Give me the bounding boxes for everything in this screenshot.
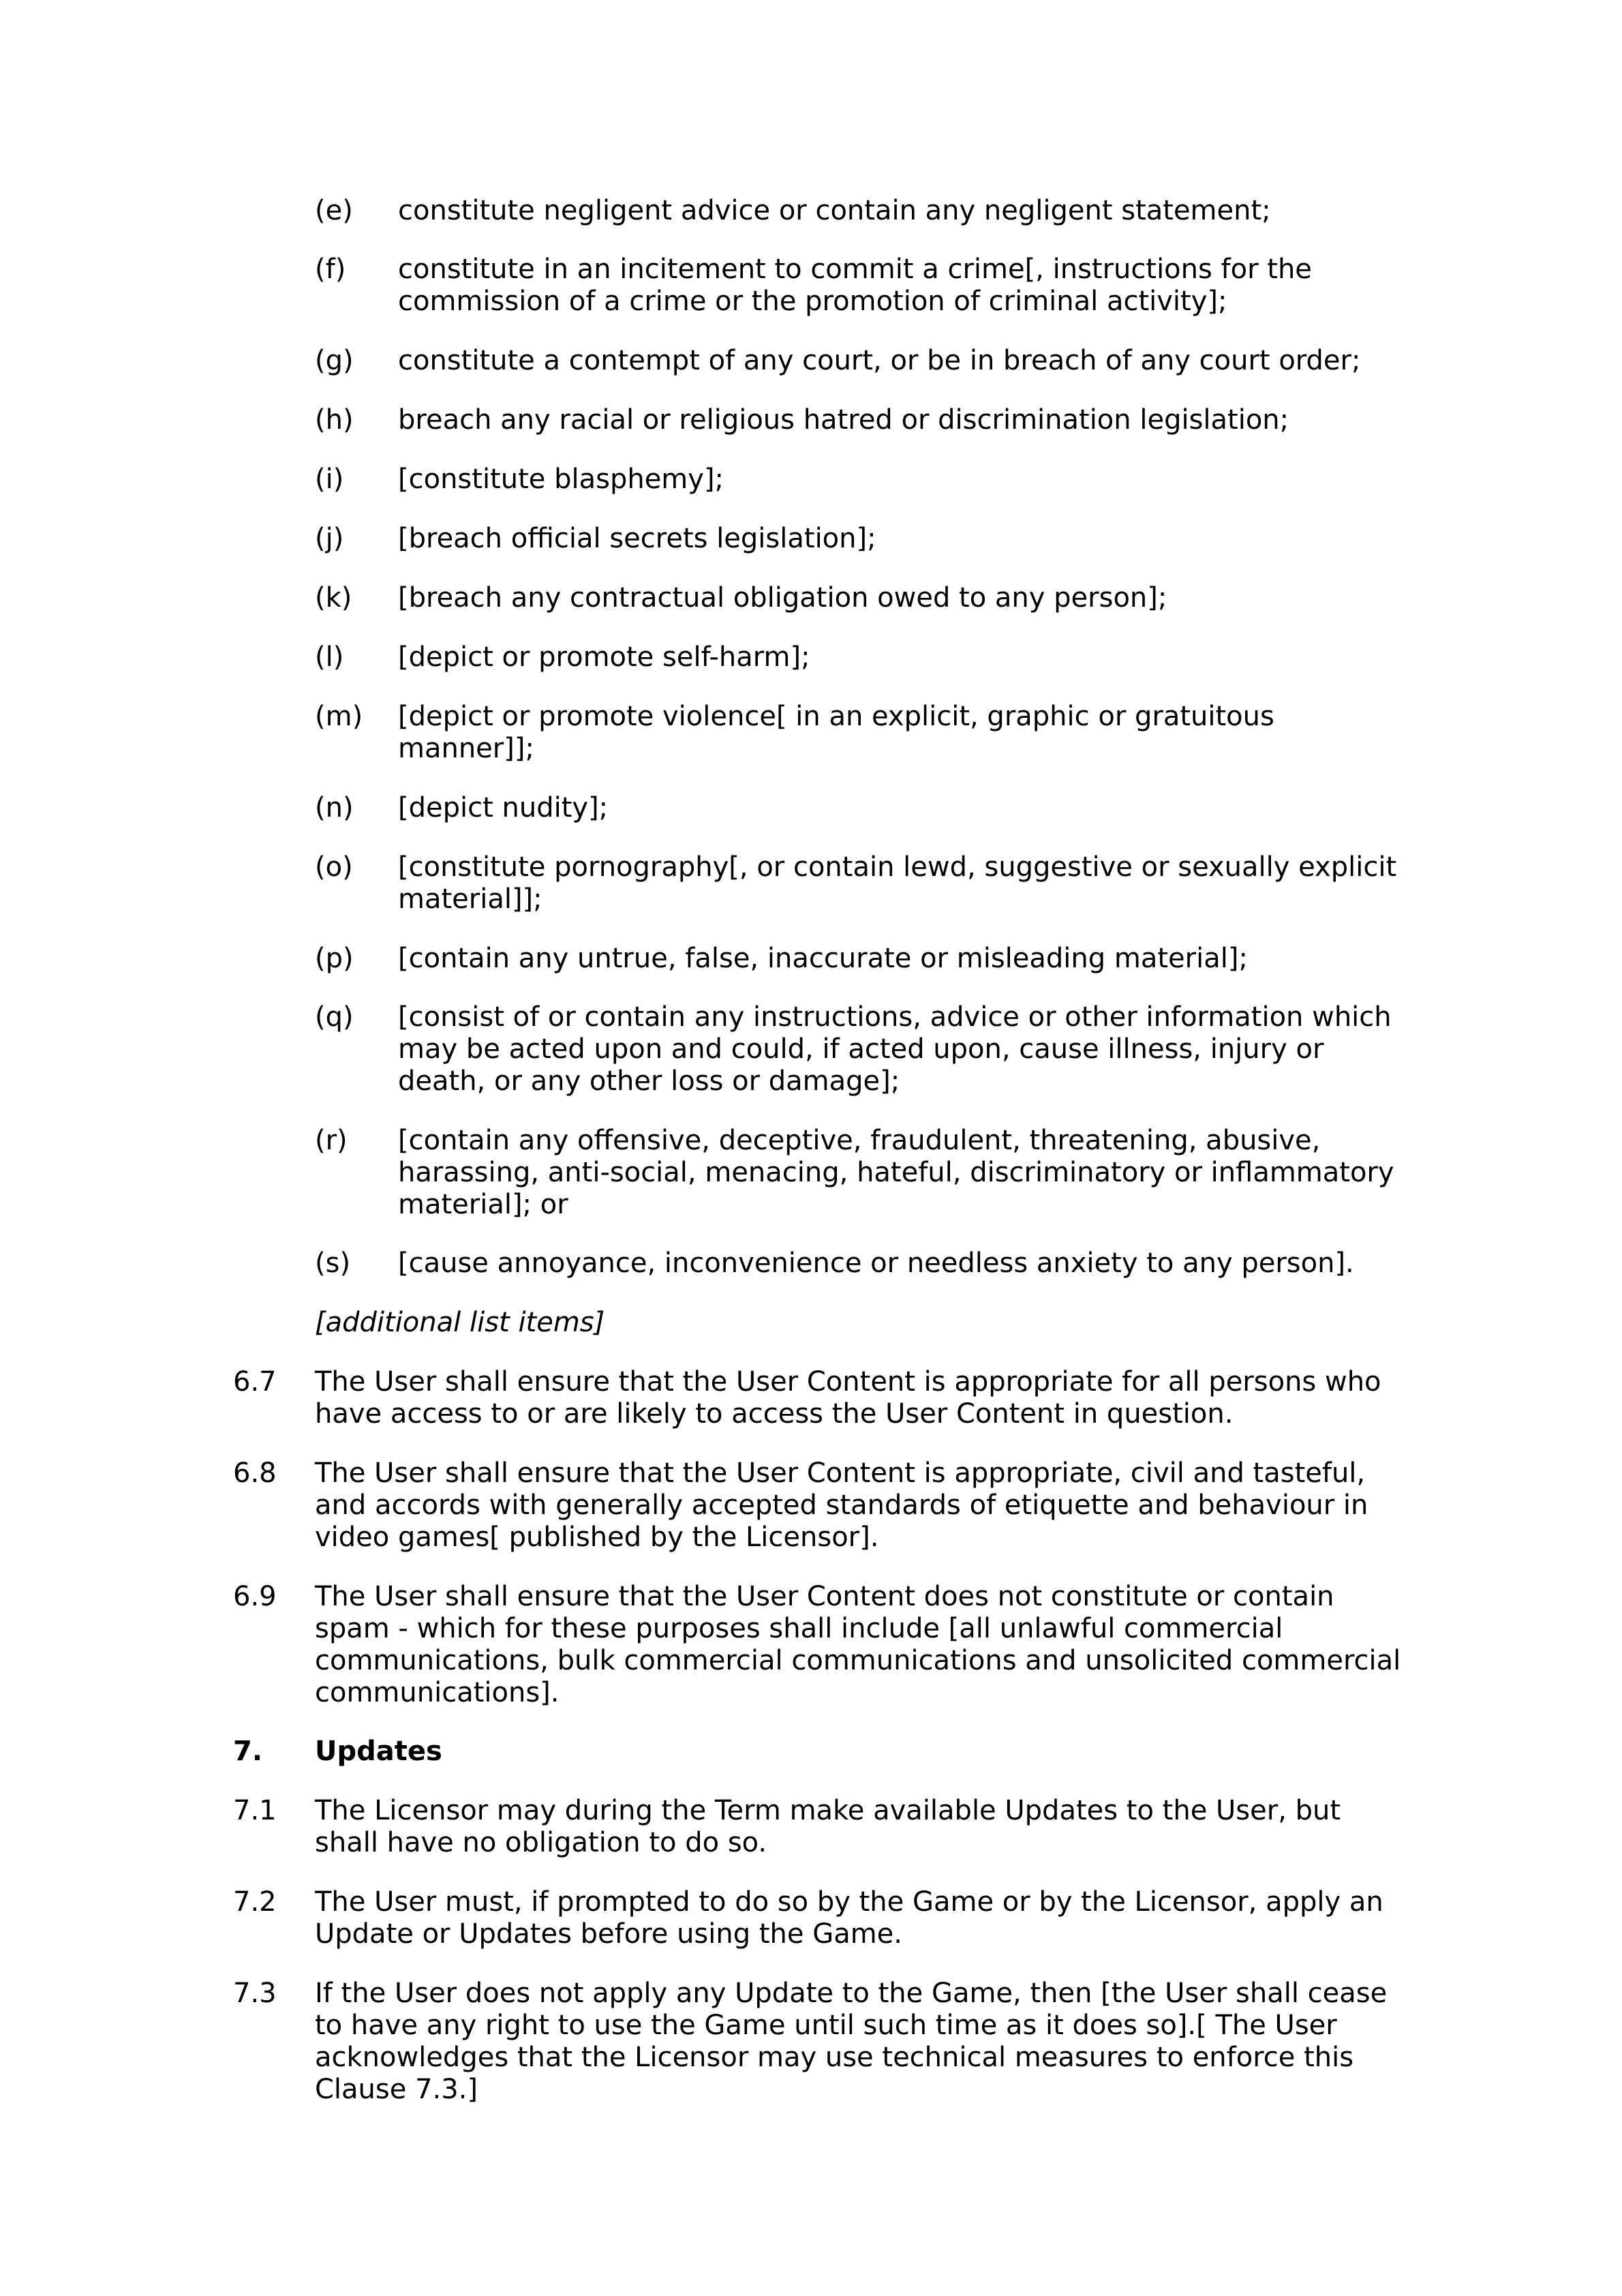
section-title: Updates xyxy=(315,1736,442,1767)
list-item-label: (s) xyxy=(315,1248,351,1279)
clause-number: 6.9 xyxy=(233,1581,277,1612)
clause-number: 7.2 xyxy=(233,1886,277,1918)
list-item-text: constitute a contempt of any court, or be in breach of any court order; xyxy=(398,345,1361,376)
list-item-label: (k) xyxy=(315,582,352,614)
list-item-text: [constitute blasphemy]; xyxy=(398,464,724,495)
list-item-label: (g) xyxy=(315,345,354,376)
list-item-label: (q) xyxy=(315,1001,354,1033)
list-item-label: (o) xyxy=(315,851,353,883)
additional-items-note: [additional list items] xyxy=(315,1307,605,1338)
clause-number: 6.7 xyxy=(233,1366,277,1398)
list-item-text: [contain any untrue, false, inaccurate or misleading material]; xyxy=(398,943,1248,974)
list-item-label: (h) xyxy=(315,404,354,436)
list-item-text: [consist of or contain any instructions, advice or other information which may be acted upon and could, if acted upon, cause illness, injury or death, or any other loss or damage]; xyxy=(398,1001,1392,1097)
clause-text: The User shall ensure that the User Content does not constitute or contain spam - which for these purposes shall include [all unlawful commercial communications, bulk commercial communications and unsolicited commercial communications]. xyxy=(315,1581,1401,1708)
list-item-label: (f) xyxy=(315,254,346,285)
list-item-text: [breach any contractual obligation owed to any person]; xyxy=(398,582,1167,614)
clause-text: The User shall ensure that the User Content is appropriate for all persons who have access to or are likely to access the User Content in question. xyxy=(315,1366,1381,1430)
clause-text: The User shall ensure that the User Content is appropriate, civil and tasteful, and accords with generally accepted standards of etiquette and behaviour in video games[ published by the Licensor]. xyxy=(315,1457,1368,1553)
clause-text: The User must, if prompted to do so by the Game or by the Licensor, apply an Update or Updates before using the Game. xyxy=(315,1886,1383,1950)
list-item-label: (l) xyxy=(315,641,344,673)
section-heading xyxy=(233,1736,442,1768)
list-item-label: (p) xyxy=(315,943,354,974)
list-item-text: [constitute pornography[, or contain lewd, suggestive or sexually explicit material]]; xyxy=(398,851,1397,915)
list-item-text: [depict or promote self-harm]; xyxy=(398,641,810,673)
list-item-label: (m) xyxy=(315,701,363,732)
clause-number: 7.3 xyxy=(233,1978,277,2009)
list-item-label: (r) xyxy=(315,1125,348,1156)
clause-number: 6.8 xyxy=(233,1457,277,1489)
list-item-text: constitute negligent advice or contain any negligent statement; xyxy=(398,195,1271,226)
list-item-label: (n) xyxy=(315,792,354,824)
list-item-text: [breach official secrets legislation]; xyxy=(398,523,876,554)
list-item-label: (j) xyxy=(315,523,344,554)
section-number: 7. xyxy=(233,1736,263,1767)
list-item-text: breach any racial or religious hatred or discrimination legislation; xyxy=(398,404,1289,436)
list-item-text: [contain any offensive, deceptive, fraudulent, threatening, abusive, harassing, anti-social, menacing, hateful, discriminatory or inflammatory material]; or xyxy=(398,1125,1394,1220)
list-item-label: (e) xyxy=(315,195,353,226)
clause-number: 7.1 xyxy=(233,1795,277,1826)
list-item-text: constitute in an incitement to commit a crime[, instructions for the commission of a crime or the promotion of criminal activity]; xyxy=(398,254,1312,317)
list-item-text: [depict nudity]; xyxy=(398,792,609,824)
list-item-label: (i) xyxy=(315,464,344,495)
list-item-text: [cause annoyance, inconvenience or needless anxiety to any person]. xyxy=(398,1248,1354,1279)
list-item-text: [depict or promote violence[ in an explicit, graphic or gratuitous manner]]; xyxy=(398,701,1274,764)
clause-text: The Licensor may during the Term make available Updates to the User, but shall have no obligation to do so. xyxy=(315,1795,1341,1858)
clause-text: If the User does not apply any Update to the Game, then [the User shall cease to have any right to use the Game until such time as it does so].[ The User acknowledges that the Licensor may use technical measures to enforce this Clause 7.3.] xyxy=(315,1978,1388,2105)
